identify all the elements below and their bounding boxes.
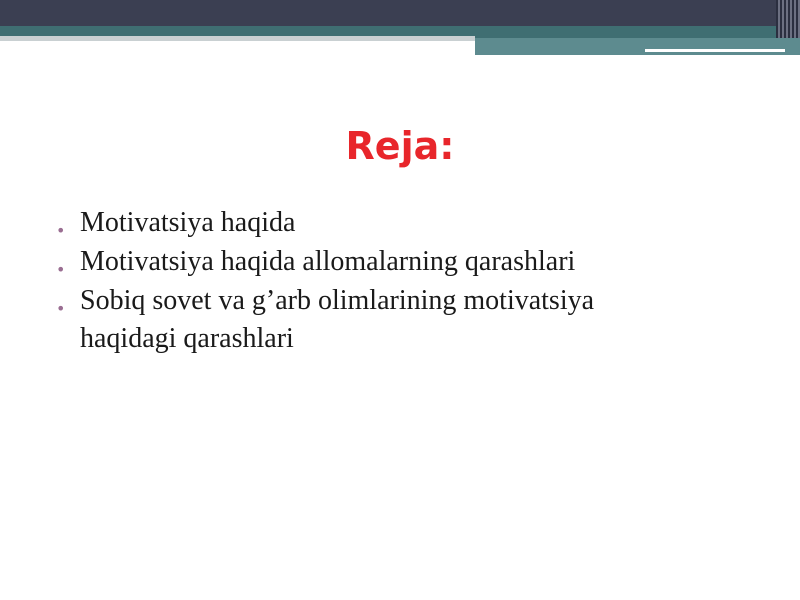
bullet-icon: • <box>56 299 66 318</box>
header-accent-line <box>645 49 785 52</box>
bullet-item <box>56 243 696 281</box>
bullet-text: Motivatsiya haqida <box>80 207 296 238</box>
bullet-icon: • <box>56 221 66 240</box>
bullet-item <box>56 282 696 358</box>
header-edge-pattern <box>776 0 800 38</box>
header-accent-block <box>475 38 800 55</box>
bullet-text: Motivatsiya haqida allomalarning qarashlari <box>80 246 576 277</box>
bullet-item <box>56 204 696 242</box>
bullet-icon: • <box>56 260 66 279</box>
bullet-text: Sobiq sovet va g’arb olimlarining motivatsiya haqidagi qarashlari <box>80 285 595 354</box>
slide-title: Reja: <box>345 124 455 168</box>
header-band <box>0 0 800 26</box>
bullet-list <box>56 204 696 359</box>
header-stripe-light <box>0 36 475 41</box>
